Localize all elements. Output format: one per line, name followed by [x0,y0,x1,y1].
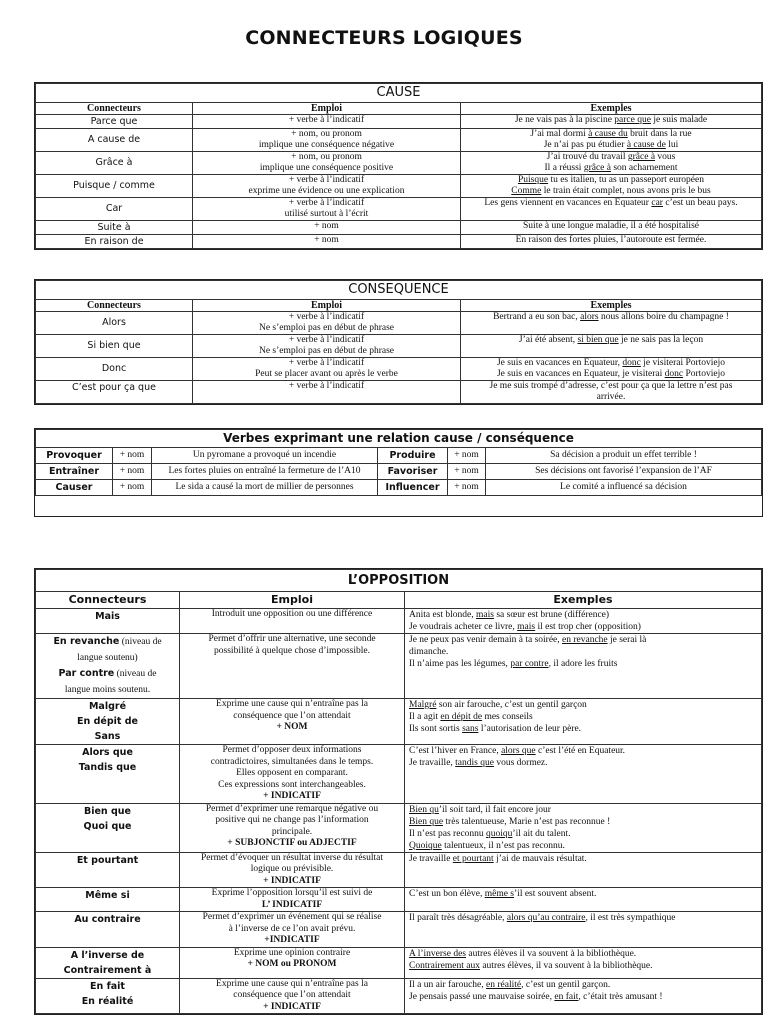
text-segment: Je pensais passé une mauvaise soirée, [409,991,555,1002]
text-segment: A l’inverse de [70,949,145,961]
construction-cell: + nom [448,480,486,496]
usage-cell [193,221,461,235]
text-segment: c’est l’été en Equateur. [535,746,626,756]
section-title-opposition: L’OPPOSITION [36,570,762,592]
connector-highlight: à cause du [588,129,628,139]
verb-cell: Provoquer [36,448,113,464]
text-segment: Permet d’opposer deux informations [222,745,362,755]
text-segment: Au contraire [74,914,141,925]
text-segment: contradictoires, simultanées dans le temps. [210,756,374,767]
text-segment: nous allons boire du champagne ! [598,312,729,322]
text-segment: C’est un bon élève, [409,889,485,899]
connector-cell [36,947,180,978]
example-cell [405,947,762,978]
text-segment: +INDICATIF [264,935,320,945]
usage-line: + verbe à l’indicatif [288,115,365,125]
connector-highlight: Bien que [409,816,444,827]
connector-highlight: Bien qu [409,804,439,815]
text-segment: Permet d’exprimer un événement qui se réalise [202,912,382,922]
usage-line: + nom [314,235,339,245]
table-row [36,235,762,249]
text-segment: , c’est un gentil garçon. [521,979,611,990]
table-row [36,634,762,699]
text-segment: Exprime une cause qui n’entraîne pas la [216,978,368,989]
usage-cell [193,358,461,381]
usage-line: Peut se placer avant ou après le verbe [255,369,398,379]
connector-highlight: parce que [614,115,651,125]
text-segment: son acharnement [610,163,678,173]
example-cell [405,852,762,888]
table-row [36,198,762,221]
table-row [36,175,762,198]
text-segment: Exprime l’opposition lorsqu’il est suivi de [211,888,373,898]
text-segment: + INDICATIF [263,1001,321,1012]
text-segment: + INDICATIF [263,875,321,886]
connector-highlight: Comme [511,186,542,196]
table-row [36,978,762,1014]
text-segment: j’ai de mauvais résultat. [493,853,587,864]
text-segment: Permet d’offrir une alternative, une seconde [208,634,376,644]
text-segment: Je n’ai pas pu étudier [543,140,627,150]
connector-cell [36,634,180,699]
example-cell [461,129,762,152]
text-segment: Ils sont sortis [409,724,463,734]
text-segment: Bien que [83,805,132,817]
text-segment: conséquence que l’on attendait [233,990,351,1000]
connector-highlight: Quoique [409,840,442,851]
usage-cell [180,634,405,699]
text-segment: (niveau de [119,637,162,647]
text-segment: Il n’aime pas les légumes, [409,659,511,669]
connector-highlight: tandis que [455,758,494,768]
connector-highlight: à cause de [626,140,666,150]
example-cell [461,335,762,358]
connector-cell: C’est pour ça que [36,381,193,404]
text-segment: Il paraît très désagréable, [409,913,507,923]
usage-line: Ne s’emploi pas en début de phrase [258,346,395,356]
section-title-cause: CAUSE [36,84,762,103]
example-cell [461,115,762,129]
connector-highlight: et pourtant [452,853,494,864]
column-header: Connecteurs [36,592,180,609]
text-segment: J’ai été absent, [518,335,578,345]
text-segment: , il est très sympathique [585,913,676,923]
opposition-table [34,568,763,1015]
table-row [36,335,762,358]
text-segment: langue soutenu) [77,653,138,663]
connector-cell: En raison de [36,235,193,249]
usage-line: exprime une évidence ou une explication [248,186,405,196]
connector-cell: Puisque / comme [36,175,193,198]
connector-cell: Donc [36,358,193,381]
consequence-table [34,279,763,405]
text-segment: Exprime une cause qui n’entraîne pas la [216,699,368,709]
usage-line: implique une conséquence négative [258,140,395,150]
usage-line: implique une conséquence positive [259,163,394,173]
column-header: Exemples [405,592,762,609]
construction-cell: + nom [113,464,152,480]
text-segment: Il a un air farouche, [409,979,487,990]
connector-highlight: car [651,198,663,208]
example-cell [405,609,762,634]
connector-highlight: alors [580,312,599,322]
text-segment: possibilité à quelque chose d’impossible. [214,645,370,656]
connector-highlight: alors qu’au contraire [506,913,586,923]
text-segment: autres élèves il va souvent à la bibliothèque. [466,948,637,959]
table-row [36,888,762,912]
construction-cell: + nom [113,448,152,464]
table-row [36,358,762,381]
example-cell [405,745,762,804]
connector-highlight: mais [476,610,494,620]
text-segment: Je me suis trompé d’adresse, c’est pour ça que la lettre n’est pas [489,381,733,391]
example-cell: Les fortes pluies on entraîné la fermeture de l’A10 [152,464,378,480]
usage-cell [180,609,405,634]
text-segment: Suite à une longue maladie, il a été hospitalisé [523,221,699,231]
text-segment: + NOM ou PRONOM [247,959,337,969]
text-segment: Et pourtant [76,854,139,866]
text-segment: Je suis en vacances en Equateur, je visiterai [496,369,665,379]
connector-cell [36,803,180,852]
column-header: Connecteurs [36,103,193,115]
column-header: Exemples [461,300,762,312]
text-segment: Je ne vais pas à la piscine [514,115,615,125]
text-segment: c’est un beau pays. [662,198,738,208]
text-segment: très talentueuse, Marie n’est pas reconnue ! [443,816,611,827]
usage-cell [193,312,461,335]
connector-highlight: même s [484,889,515,899]
text-segment: Il n’est pas reconnu [409,828,487,839]
construction-cell: + nom [448,448,486,464]
text-segment: Introduit une opposition ou une différence [211,609,373,619]
example-cell: Le sida a causé la mort de millier de personnes [152,480,378,496]
usage-cell [193,235,461,249]
table-row [36,609,762,634]
example-cell [461,235,762,249]
text-segment: à l’inverse de ce l’on avait prévu. [228,923,356,934]
connector-highlight: grâce à [583,163,611,173]
text-segment: je suis malade [650,115,708,125]
example-cell [405,888,762,912]
text-segment: Portoviejo [683,369,726,379]
example-cell [405,978,762,1014]
connector-cell: Si bien que [36,335,193,358]
usage-line: + verbe à l’indicatif [288,381,365,391]
section-title-consequence: CONSEQUENCE [36,281,762,300]
text-segment: je ne sais pas la leçon [618,335,704,345]
connector-cell [36,609,180,634]
usage-cell [193,152,461,175]
connector-cell [36,978,180,1014]
usage-cell [193,175,461,198]
usage-cell [193,381,461,404]
text-segment: En raison des fortes pluies, l’autoroute est fermée. [515,235,707,245]
text-segment: lui [665,140,679,150]
text-segment: il est trop cher (opposition) [535,622,641,632]
text-segment: je visiterai Portoviejo [640,358,726,368]
usage-line: + verbe à l’indicatif [288,358,365,368]
example-cell [461,175,762,198]
table-row [36,464,762,480]
table-row [36,699,762,745]
text-segment: arrivée. [596,392,626,402]
connector-highlight: mais [517,622,536,632]
text-segment: Je suis en vacances en Equateur, [496,358,623,368]
connector-highlight: donc [664,369,684,379]
example-cell [461,312,762,335]
verb-cell: Produire [378,448,448,464]
connector-cell [36,852,180,888]
usage-line: utilisé surtout à l’écrit [284,209,369,219]
text-segment: Il a réussi [544,163,584,173]
usage-line: + nom, ou pronom [291,129,362,139]
text-segment: Tandis que [78,762,137,773]
example-cell [405,634,762,699]
table-row [36,312,762,335]
text-segment: Contrairement à [63,964,152,976]
connector-cell: Grâce à [36,152,193,175]
connector-cell: Parce que [36,115,193,129]
text-segment: Je travaille, [409,758,456,768]
text-segment: Je ne peux pas venir demain à ta soirée, [409,635,562,645]
usage-cell [180,888,405,912]
text-segment: Quoi que [83,820,132,832]
text-segment: ’il est souvent absent. [514,889,597,899]
table-row [36,852,762,888]
text-segment: Je travaille [409,853,453,864]
connector-highlight: par contre [510,659,549,669]
text-segment: En revanche [53,636,120,647]
column-header: Emploi [193,300,461,312]
text-segment: Malgré [88,701,127,712]
text-segment: Par contre [58,668,115,679]
connector-cell [36,699,180,745]
text-segment: Mais [95,611,120,622]
connector-cell: Car [36,198,193,221]
text-segment: J’ai trouvé du travail [546,152,628,162]
example-cell [461,381,762,404]
example-cell [461,152,762,175]
usage-cell [180,912,405,948]
table-row [36,745,762,804]
text-segment: logique ou prévisible. [250,864,334,874]
text-segment: Même si [85,890,130,901]
usage-line: + verbe à l’indicatif [288,198,365,208]
usage-cell [180,947,405,978]
text-segment: Anita est blonde, [409,610,477,620]
text-segment: ’il soit tard, il fait encore jour [438,804,551,815]
example-cell [405,912,762,948]
connector-highlight: Contrairement aux [409,960,480,971]
text-segment: Il a agit [409,712,441,722]
example-cell [405,803,762,852]
example-cell: Un pyromane a provoqué un incendie [152,448,378,464]
text-segment: Je voudrais acheter ce livre, [409,622,518,632]
column-header: Emploi [193,103,461,115]
text-segment: Elles opposent en comparant. [236,768,348,778]
text-segment: bruit dans la rue [627,129,692,139]
text-segment: mes conseils [482,712,533,722]
text-segment: son air farouche, c’est un gentil garçon [436,700,587,710]
connector-highlight: quoiqu [486,828,513,839]
text-segment: je serai là [607,635,647,645]
connector-cell: Alors [36,312,193,335]
text-segment: + INDICATIF [263,791,321,801]
text-segment: principale. [271,826,313,837]
connector-cell: Suite à [36,221,193,235]
usage-cell [180,699,405,745]
example-cell [461,221,762,235]
connector-highlight: en réalité [486,979,522,990]
example-cell: Sa décision a produit un effet terrible ! [486,448,762,464]
verb-cell: Influencer [378,480,448,496]
text-segment: vous dormez. [493,758,548,768]
text-segment: En dépit de [77,716,138,727]
table-row [36,448,762,464]
construction-cell: + nom [113,480,152,496]
text-segment: vous [655,152,676,162]
connector-highlight: en revanche [562,635,608,645]
connector-highlight: si bien que [577,335,619,345]
text-segment: C’est l’hiver en France, [409,746,502,756]
column-header: Emploi [180,592,405,609]
usage-cell [193,335,461,358]
table-row [36,381,762,404]
text-segment: tu es italien, tu as un passeport européen [548,175,704,185]
section-title-verbes: Verbes exprimant une relation cause / conséquence [36,430,762,448]
text-segment: autres élèves, il va souvent à la bibliothèque. [479,960,653,971]
text-segment: En réalité [81,995,134,1007]
text-segment: Ces expressions sont interchangeables. [218,779,366,790]
text-segment: dimanche. [409,647,449,657]
usage-line: Ne s’emploi pas en début de phrase [258,323,395,333]
text-segment: conséquence que l’on attendait [233,710,351,721]
text-segment: Exprime une opinion contraire [233,947,351,958]
text-segment: , il adore les fruits [548,659,618,669]
text-segment: + NOM [276,722,308,732]
usage-line: + verbe à l’indicatif [288,312,365,322]
text-segment: l’autorisation de leur père. [478,724,582,734]
connector-highlight: grâce à [627,152,656,162]
page-title: CONNECTEURS LOGIQUES [245,27,523,49]
usage-line: + nom [314,221,339,231]
connector-cell [36,888,180,912]
table-row [36,480,762,496]
text-segment: En fait [90,980,125,992]
verb-cell: Causer [36,480,113,496]
connector-highlight: sans [462,724,479,734]
text-segment: ’il ait du talent. [512,828,571,839]
example-cell: Le comité a influencé sa décision [486,480,762,496]
verb-cell: Favoriser [378,464,448,480]
construction-cell: + nom [448,464,486,480]
verb-cell: Entraîner [36,464,113,480]
example-cell: Ses décisions ont favorisé l’expansion de l’AF [486,464,762,480]
column-header: Connecteurs [36,300,193,312]
table-row [36,115,762,129]
text-segment: Alors que [82,747,133,758]
text-segment: , c’était très amusant ! [578,991,663,1002]
usage-line: + nom, ou pronom [291,152,362,162]
table-row [36,803,762,852]
connector-highlight: Puisque [517,175,549,185]
connector-highlight: en fait [554,991,579,1002]
usage-line: + verbe à l’indicatif [288,175,365,185]
cause-table [34,82,763,250]
usage-cell [180,745,405,804]
connector-cell: A cause de [36,129,193,152]
text-segment: Les gens viennent en vacances en Equateur [484,198,652,208]
connector-highlight: A l’inverse des [409,948,466,959]
usage-line: + verbe à l’indicatif [288,335,365,345]
table-row [36,947,762,978]
table-row [36,221,762,235]
connector-cell [36,912,180,948]
text-segment: langue moins soutenu. [64,685,151,695]
text-segment: Permet d’évoquer un résultat inverse du résultat [200,852,384,863]
connector-highlight: alors que [501,746,536,756]
connector-highlight: donc [622,358,641,368]
usage-cell [180,978,405,1014]
text-segment: positive qui ne change pas l’information [215,815,369,825]
table-row [36,912,762,948]
example-cell [461,198,762,221]
connector-cell [36,745,180,804]
usage-cell [180,803,405,852]
text-segment: J’ai mal dormi [530,129,589,139]
verbes-table [34,428,763,517]
text-segment: talentueux, il n’est pas reconnu. [441,840,565,851]
table-row [36,152,762,175]
example-cell [461,358,762,381]
text-segment: + SUBJONCTIF ou ADJECTIF [227,838,357,848]
text-segment: Sans [94,731,121,742]
column-header: Exemples [461,103,762,115]
text-segment: sa sœur est brune (différence) [493,610,610,620]
text-segment: (niveau de [114,669,157,679]
usage-cell [193,129,461,152]
usage-cell [193,198,461,221]
connector-highlight: Malgré [409,700,437,710]
text-segment: Bertrand a eu son bac, [493,312,581,322]
example-cell [405,699,762,745]
connector-highlight: en dépit de [440,712,483,722]
text-segment: L’ INDICATIF [261,899,323,910]
text-segment: Permet d’exprimer une remarque négative ou [205,803,379,814]
usage-cell [180,852,405,888]
usage-cell [193,115,461,129]
text-segment: le train était complet, nous avons pris le bus [541,186,711,196]
table-row [36,129,762,152]
